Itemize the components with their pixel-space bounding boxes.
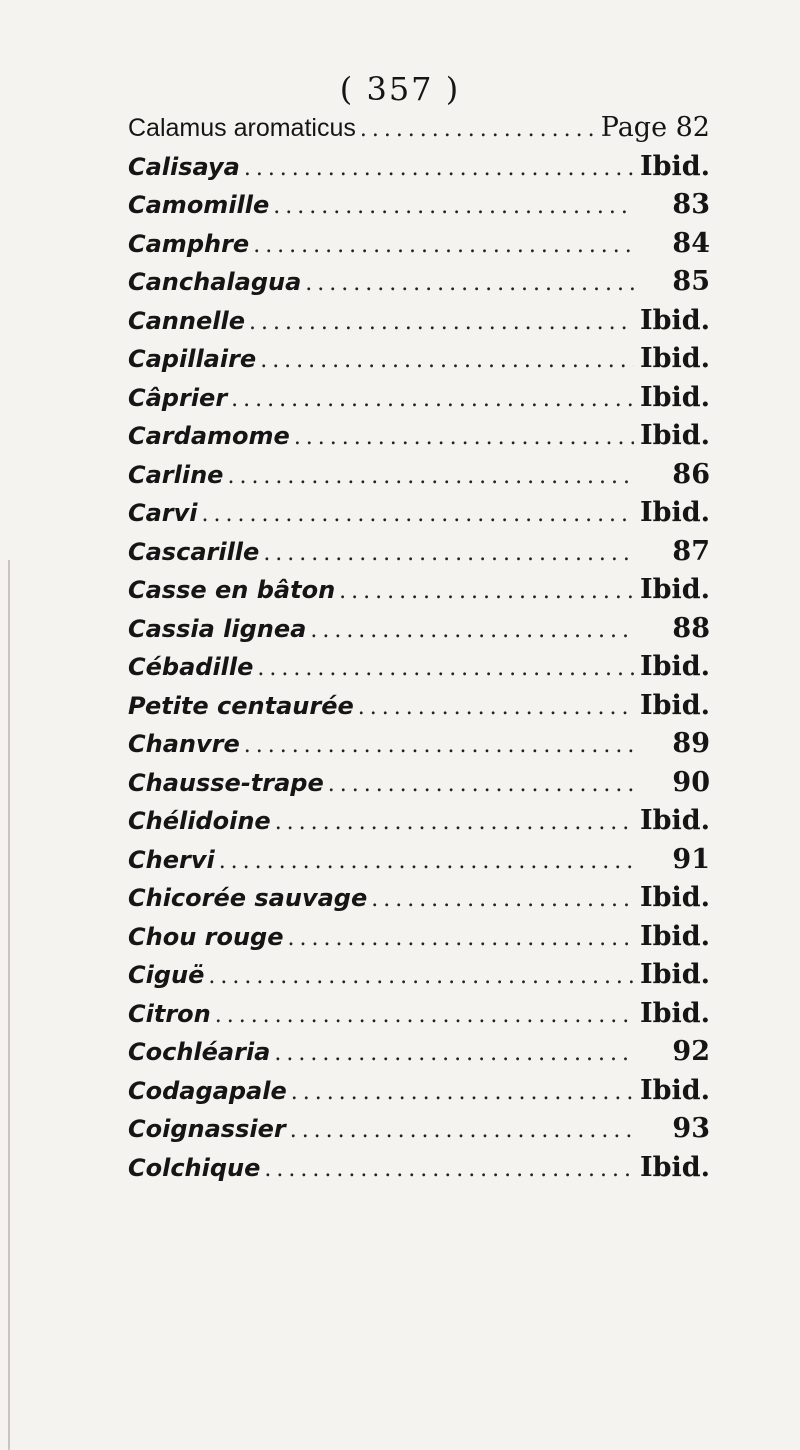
entry-page: 85 (672, 266, 710, 297)
entry-term: Carvi (128, 499, 198, 527)
dot-leader (219, 849, 634, 874)
entry-page: Ibid. (639, 1074, 710, 1106)
dot-leader (260, 348, 634, 373)
index-entry (128, 959, 710, 998)
index-entry (128, 1075, 710, 1114)
entry-term: Camphre (128, 229, 250, 258)
entry-page: Ibid. (639, 651, 710, 682)
dot-leader (274, 1041, 634, 1066)
dot-leader (288, 926, 635, 951)
entry-page: Ibid. (639, 805, 710, 836)
index-list (128, 112, 710, 1190)
entry-page: Ibid. (639, 689, 710, 721)
page-number: ( 357 ) (339, 70, 461, 108)
dot-leader (208, 964, 634, 989)
index-entry (128, 151, 710, 190)
dot-leader (358, 695, 634, 720)
dot-leader (305, 271, 634, 296)
entry-term: Cardamome (128, 422, 290, 450)
entry-term: Chervi (128, 845, 215, 874)
index-entry (128, 266, 710, 305)
entry-term: Codagapale (128, 1076, 287, 1105)
index-entry (128, 998, 710, 1037)
dot-leader (231, 387, 634, 412)
entry-page: 87 (672, 535, 710, 567)
entry-term: Citron (128, 999, 211, 1028)
entry-term: Petite centaurée (128, 691, 354, 720)
entry-page: Ibid. (639, 920, 710, 952)
entry-term: Calisaya (128, 152, 240, 181)
entry-page: Page 82 (600, 112, 710, 143)
entry-term: Chausse-trape (128, 768, 324, 797)
index-entry (128, 921, 710, 960)
entry-page: Ibid. (639, 304, 710, 336)
index-entry (128, 343, 710, 382)
dot-leader (310, 618, 634, 643)
entry-term: Chélidoine (128, 807, 271, 835)
index-entry (128, 459, 710, 498)
entry-page: 88 (672, 612, 710, 644)
dot-leader (264, 1157, 634, 1182)
entry-page: Ibid. (639, 150, 710, 182)
entry-term: Chicorée sauvage (128, 884, 368, 912)
index-entry (128, 767, 710, 806)
dot-leader (257, 656, 634, 681)
dot-leader (328, 772, 634, 797)
entry-term: Cascarille (128, 537, 260, 566)
entry-page: 91 (672, 843, 710, 875)
entry-page: Ibid. (639, 997, 710, 1029)
dot-leader (291, 1080, 634, 1105)
entry-page: Ibid. (639, 1151, 710, 1183)
dot-leader (244, 733, 634, 758)
index-entry (128, 420, 710, 459)
index-entry (128, 382, 710, 421)
entry-term: Cébadille (128, 653, 254, 681)
entry-term: Casse en bâton (128, 576, 336, 604)
dot-leader (253, 233, 634, 258)
index-entry (128, 497, 710, 536)
index-entry (128, 189, 710, 228)
entry-term: Coignassier (128, 1115, 286, 1143)
entry-term: Calamus aromaticus (128, 114, 356, 142)
dot-leader (360, 117, 597, 142)
entry-page: Ibid. (639, 497, 710, 528)
index-entry (128, 613, 710, 652)
entry-page: 92 (672, 1036, 710, 1067)
dot-leader (290, 1118, 634, 1143)
dot-leader (249, 310, 634, 335)
dot-leader (227, 464, 634, 489)
index-entry (128, 228, 710, 267)
entry-page: Ibid. (639, 882, 710, 913)
entry-term: Cochléaria (128, 1038, 271, 1066)
dot-leader (294, 425, 634, 450)
index-entry (128, 1036, 710, 1075)
entry-term: Câprier (128, 383, 228, 412)
entry-page: 89 (672, 728, 710, 759)
entry-page: Ibid. (639, 574, 710, 605)
entry-page: 83 (672, 189, 710, 220)
entry-term: Canchalagua (128, 268, 302, 296)
dot-leader (215, 1003, 634, 1028)
entry-term: Colchique (128, 1153, 261, 1182)
index-entry (128, 305, 710, 344)
index-entry (128, 882, 710, 921)
entry-page: Ibid. (639, 381, 710, 413)
index-entry (128, 651, 710, 690)
entry-term: Cassia lignea (128, 614, 307, 643)
entry-page: 90 (672, 766, 710, 798)
index-entry (128, 1113, 710, 1152)
entry-term: Chanvre (128, 730, 240, 758)
index-entry (128, 844, 710, 883)
dot-leader (273, 194, 634, 219)
index-entry (128, 1152, 710, 1191)
index-entry (128, 690, 710, 729)
dot-leader (202, 502, 634, 527)
entry-term: Camomille (128, 191, 270, 219)
index-entry (128, 536, 710, 575)
index-entry (128, 112, 710, 151)
dot-leader (263, 541, 634, 566)
entry-page: Ibid. (639, 343, 710, 374)
index-entry (128, 728, 710, 767)
entry-term: Carline (128, 460, 224, 489)
entry-page: Ibid. (639, 959, 710, 990)
entry-page: 86 (672, 458, 710, 490)
dot-leader (244, 156, 634, 181)
entry-page: Ibid. (639, 420, 710, 451)
entry-term: Chou rouge (128, 922, 284, 951)
entry-page: 84 (672, 227, 710, 259)
entry-term: Cannelle (128, 306, 245, 335)
index-entry (128, 574, 710, 613)
entry-term: Ciguë (128, 961, 205, 989)
entry-page: 93 (672, 1113, 710, 1144)
dot-leader (339, 579, 634, 604)
index-entry (128, 805, 710, 844)
entry-term: Capillaire (128, 345, 257, 373)
dot-leader (275, 810, 634, 835)
page-edge-shadow (8, 560, 10, 1450)
dot-leader (371, 887, 634, 912)
